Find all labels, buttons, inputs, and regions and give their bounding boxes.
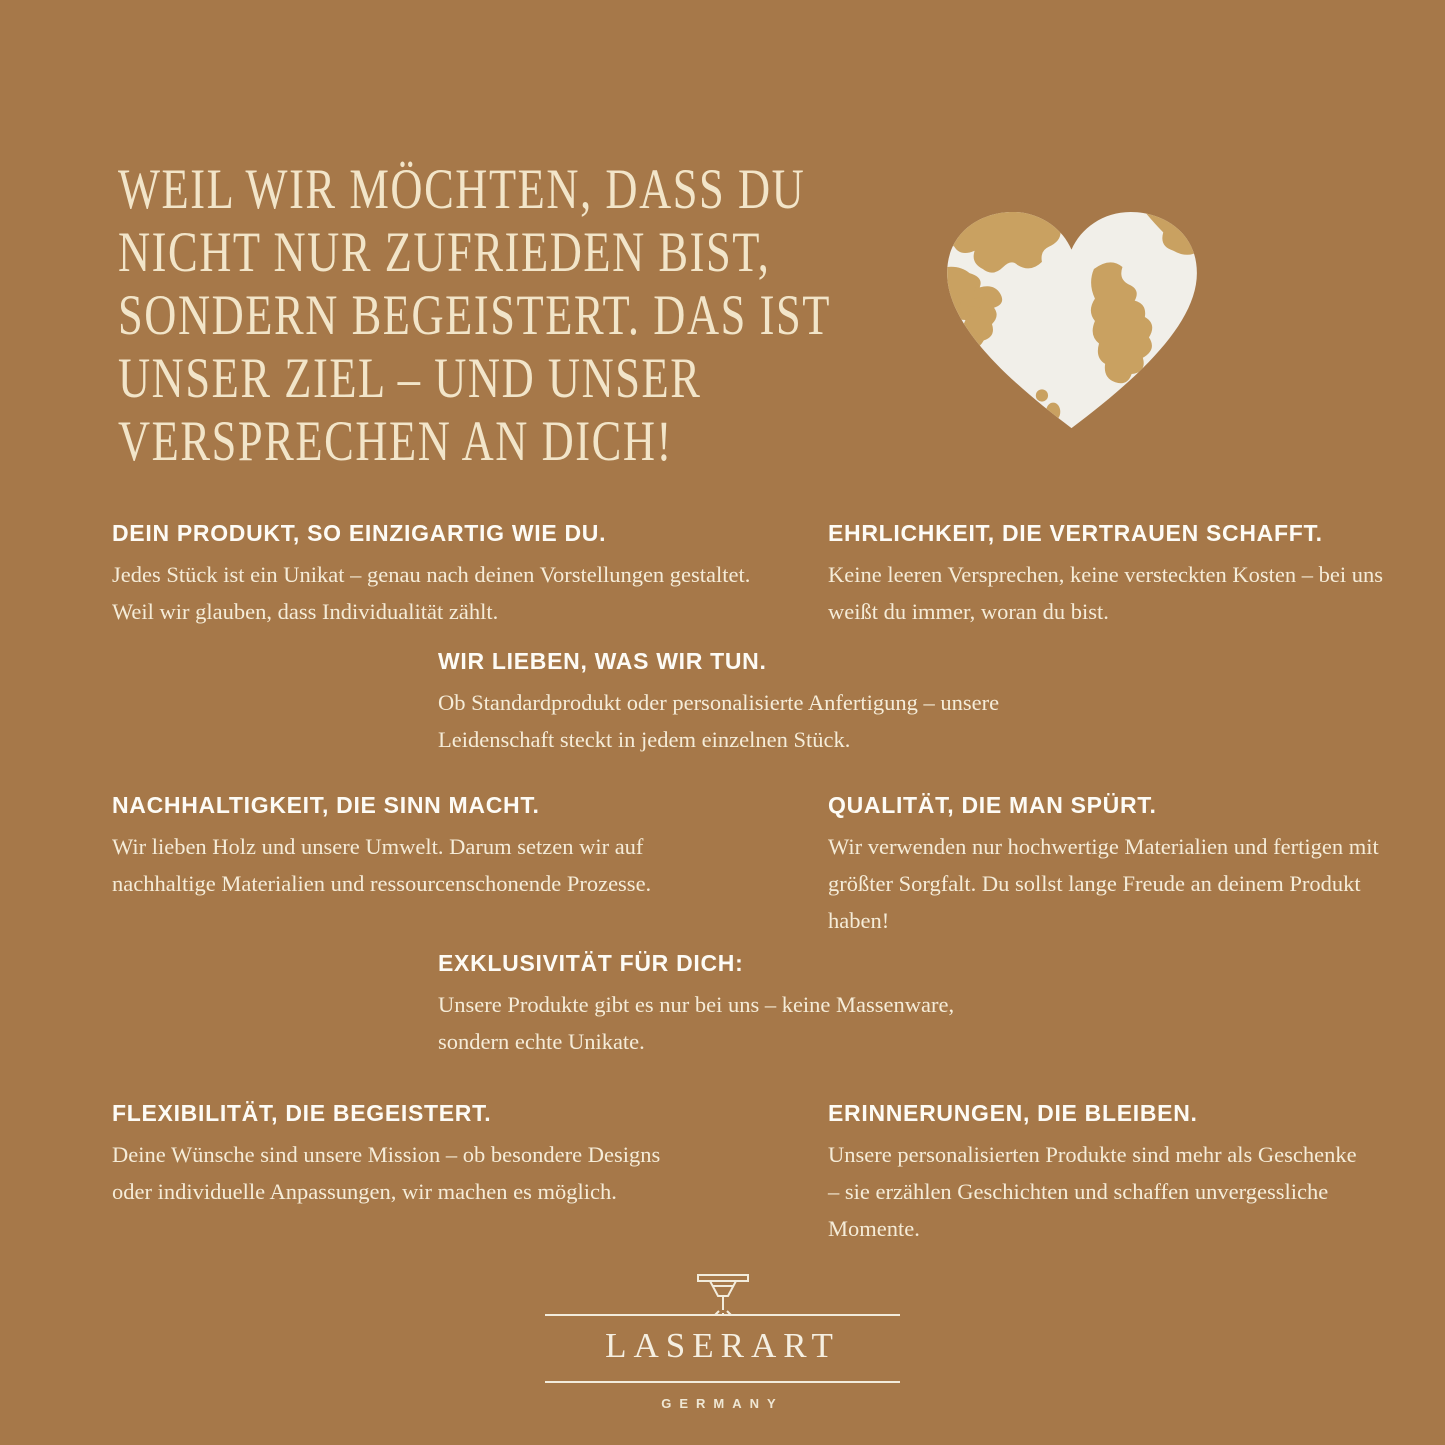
section-body: Jedes Stück ist ein Unikat – genau nach deinen Vorstellungen gestaltet. Weil wir glauben, dass Individualität zählt. xyxy=(112,562,751,624)
headline-line: VERSPRECHEN AN DICH! xyxy=(118,410,673,473)
section-sustainability xyxy=(112,792,672,902)
section-title: WIR LIEBEN, WAS WIR TUN. xyxy=(438,648,767,674)
section-body: Ob Standardprodukt oder personalisierte Anfertigung – unsere Leidenschaft steckt in jedem einzelnen Stück. xyxy=(438,690,1000,752)
section-body: Unsere personalisierten Produkte sind mehr als Geschenke – sie erzählen Geschichten und schaffen unvergessliche Momente. xyxy=(828,1142,1357,1241)
section-body: Wir verwenden nur hochwertige Materialien und fertigen mit größter Sorgfalt. Du sollst lange Freude an deinem Produkt haben! xyxy=(828,834,1379,933)
laser-engraver-icon xyxy=(694,1272,752,1320)
logo-divider-bottom xyxy=(545,1381,900,1383)
section-title: EXKLUSIVITÄT FÜR DICH: xyxy=(438,950,744,976)
headline-line: NICHT NUR ZUFRIEDEN BIST, xyxy=(118,221,771,284)
section-body: Wir lieben Holz und unsere Umwelt. Darum setzen wir auf nachhaltige Materialien und ressourcenschonende Prozesse. xyxy=(112,834,652,896)
section-passion xyxy=(438,648,1013,758)
logo-wordmark: LASERART xyxy=(605,1326,840,1365)
logo-country-label: GERMANY xyxy=(661,1396,784,1411)
section-title: EHRLICHKEIT, DIE VERTRAUEN SCHAFFT. xyxy=(828,520,1323,546)
section-body: Deine Wünsche sind unsere Mission – ob besondere Designs oder individuelle Anpassungen, wir machen es möglich. xyxy=(112,1142,661,1204)
section-title: ERINNERUNGEN, DIE BLEIBEN. xyxy=(828,1100,1198,1126)
headline xyxy=(118,158,831,473)
section-quality xyxy=(828,792,1413,939)
section-title: FLEXIBILITÄT, DIE BEGEISTERT. xyxy=(112,1100,492,1126)
headline-line: SONDERN BEGEISTERT. DAS IST xyxy=(118,284,831,347)
section-memories xyxy=(828,1100,1373,1247)
headline-line: UNSER ZIEL – UND UNSER xyxy=(118,347,702,410)
section-unique-product xyxy=(112,520,752,630)
headline-line: WEIL WIR MÖCHTEN, DASS DU xyxy=(118,158,806,221)
section-exclusivity xyxy=(438,950,1023,1060)
section-flexibility xyxy=(112,1100,667,1210)
section-title: NACHHALTIGKEIT, DIE SINN MACHT. xyxy=(112,792,540,818)
section-body: Unsere Produkte gibt es nur bei uns – keine Massenware, sondern echte Unikate. xyxy=(438,992,955,1054)
world-map-heart-icon xyxy=(941,203,1203,435)
section-body: Keine leeren Versprechen, keine versteckten Kosten – bei uns weißt du immer, woran du bist. xyxy=(828,562,1383,624)
section-honesty xyxy=(828,520,1388,630)
section-title: QUALITÄT, DIE MAN SPÜRT. xyxy=(828,792,1157,818)
section-title: DEIN PRODUKT, SO EINZIGARTIG WIE DU. xyxy=(112,520,607,546)
